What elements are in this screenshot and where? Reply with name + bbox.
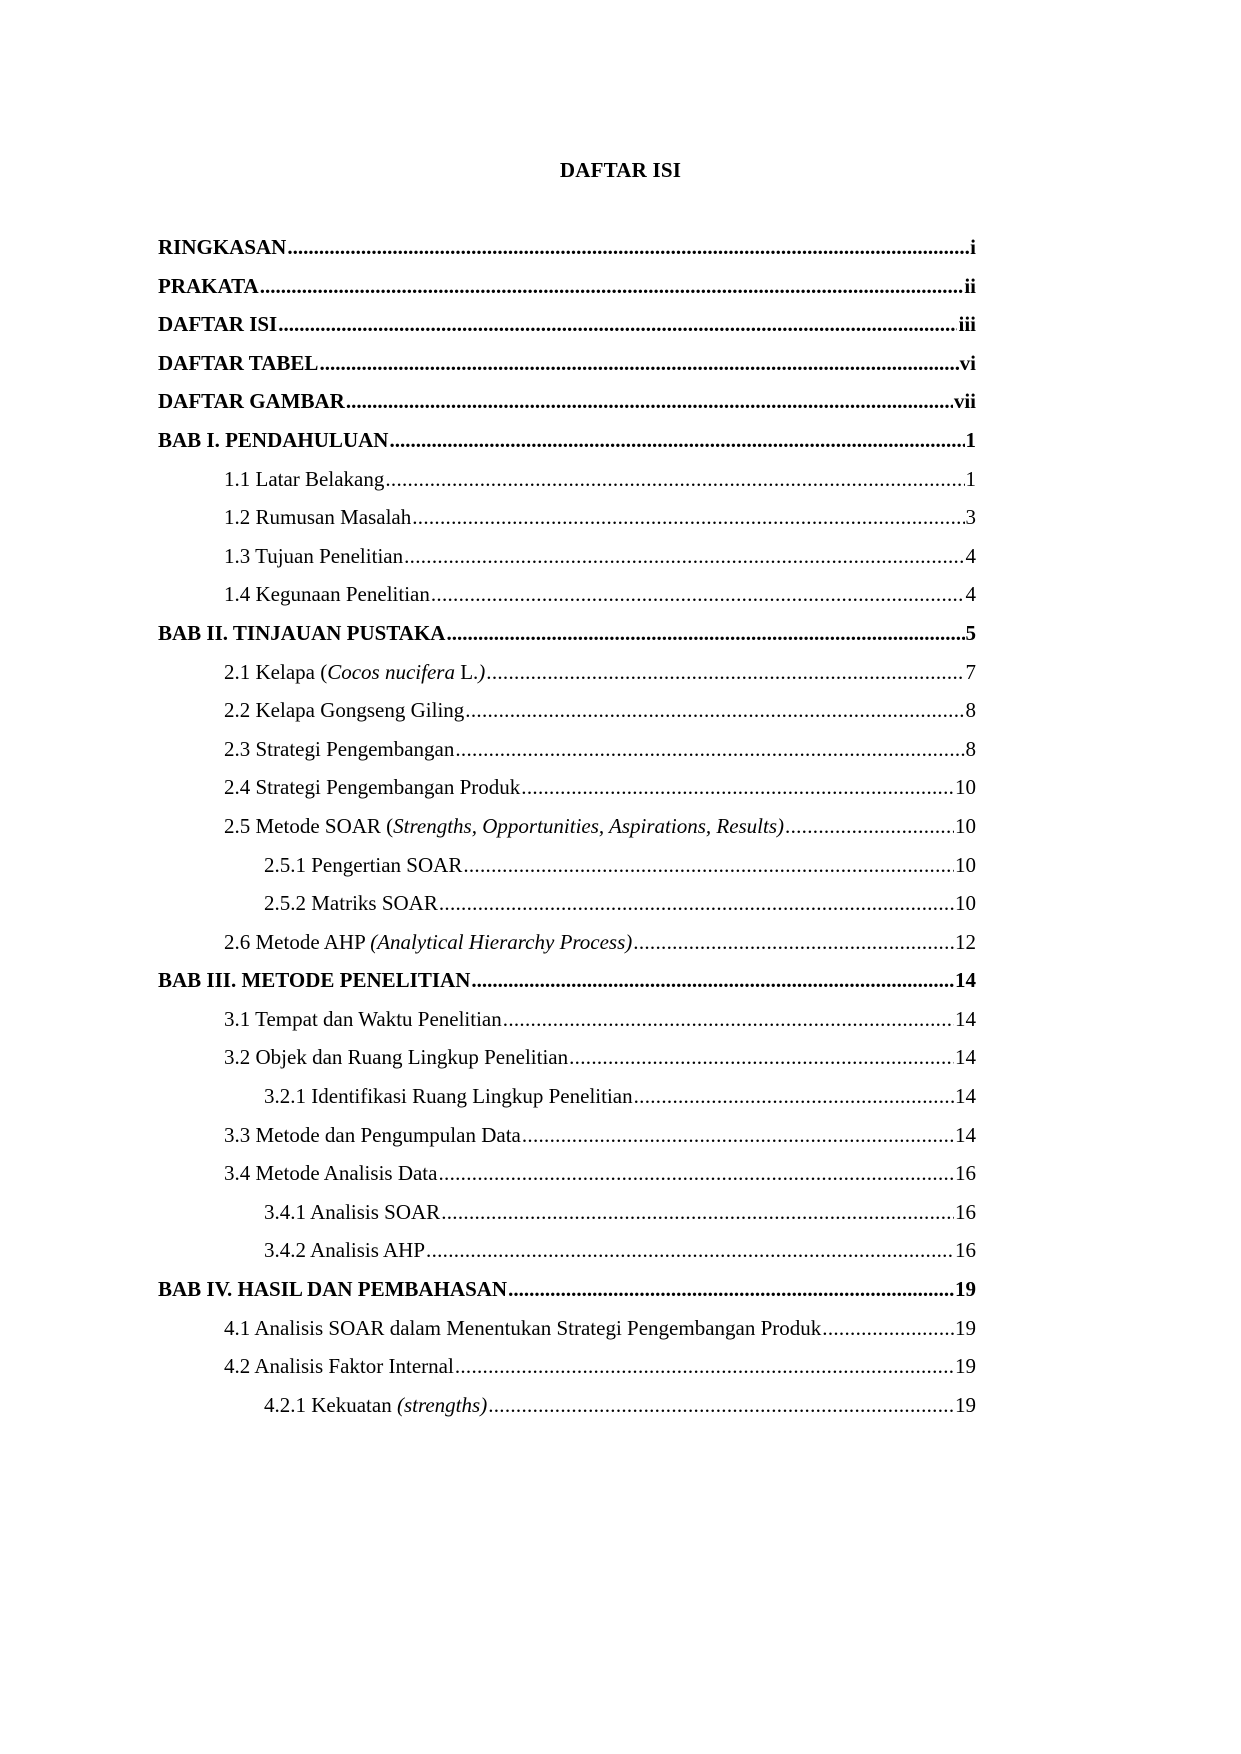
toc-entry-title [224, 502, 411, 532]
toc-entry-title-part: 3.2 Objek dan Ruang Lingkup Penelitian [224, 1045, 569, 1070]
dot-leader [463, 850, 954, 880]
toc-entry-level-3[interactable] [158, 850, 976, 889]
dot-leader [455, 1351, 954, 1381]
toc-entry-title [158, 965, 470, 995]
toc-entry-level-2[interactable] [158, 1004, 976, 1043]
toc-entry-title-italic-part: ) [478, 659, 486, 684]
toc-entry-title-part: BAB IV. HASIL DAN PEMBAHASAN [158, 1277, 508, 1302]
dot-leader [822, 1313, 954, 1343]
toc-entry-page-number: iii [958, 312, 976, 337]
dot-leader [319, 348, 958, 378]
dot-leader [438, 1158, 954, 1188]
toc-entry-page-number: 10 [955, 891, 976, 916]
toc-entry-title-part: 3.2.1 Identifikasi Ruang Lingkup Penelitian [264, 1084, 633, 1109]
toc-entry-page-number: 10 [955, 775, 976, 800]
toc-entry-page-number: 4 [965, 582, 976, 607]
toc-entry-title-part: 1.4 Kegunaan Penelitian [224, 582, 430, 607]
toc-entry-title [224, 541, 403, 571]
toc-entry-title [158, 348, 318, 378]
toc-entry-title-part: DAFTAR GAMBAR [158, 389, 345, 414]
dot-leader [426, 1235, 954, 1265]
dot-leader [785, 811, 954, 841]
toc-entry-title [224, 1120, 521, 1150]
toc-entry-title-part: BAB I. PENDAHULUAN [158, 427, 389, 452]
toc-entry-level-1[interactable] [158, 618, 976, 657]
toc-entry-title [224, 734, 454, 764]
toc-entry-title-part: 2.3 Strategi Pengembangan [224, 736, 455, 761]
toc-entry-title-part: 3.4.2 Analisis AHP [264, 1238, 426, 1263]
dot-leader [569, 1042, 954, 1072]
dot-leader [287, 232, 969, 262]
toc-entry-page-number: 1 [965, 466, 976, 491]
toc-entry-page-number: i [970, 235, 976, 259]
toc-entry-title-italic-part: (Analytical Hierarchy Process) [370, 929, 633, 954]
toc-entry-page-number: 5 [965, 620, 976, 645]
toc-entry-level-2[interactable] [158, 695, 976, 734]
dot-leader [465, 695, 964, 725]
toc-entry-level-1[interactable] [158, 1274, 976, 1313]
toc-entry-title-part: 4.1 Analisis SOAR dalam Menentukan Strategi Pengembangan Produk [224, 1315, 822, 1340]
toc-entry-page-number: 19 [955, 1277, 976, 1302]
toc-entry-title-italic-part: (strengths) [396, 1392, 488, 1417]
toc-entry-level-2[interactable] [158, 734, 976, 773]
toc-entry-title-part: 2.2 Kelapa Gongseng Giling [224, 698, 465, 723]
dot-leader [431, 579, 965, 609]
toc-entry-level-2[interactable] [158, 464, 976, 503]
toc-entry-title [158, 618, 445, 648]
toc-entry-page-number: 14 [955, 1084, 976, 1109]
toc-entry-level-2[interactable] [158, 502, 976, 541]
toc-entry-title [158, 386, 345, 416]
dot-leader [633, 927, 954, 957]
toc-entry-page-number: 8 [965, 736, 976, 761]
toc-entry-level-1[interactable] [158, 386, 976, 425]
toc-entry-page-number: 4 [965, 543, 976, 568]
table-of-contents [158, 232, 976, 1428]
dot-leader [441, 1197, 954, 1227]
toc-entry-title-italic-part: Cocos nucifera [327, 659, 455, 684]
toc-entry-page-number: ii [964, 273, 976, 298]
toc-entry-title [264, 1235, 425, 1265]
dot-leader [455, 734, 964, 764]
toc-entry-title [264, 1197, 440, 1227]
dot-leader [521, 772, 954, 802]
dot-leader [404, 541, 964, 571]
toc-entry-title [158, 271, 259, 301]
toc-entry-title [158, 1274, 507, 1304]
toc-entry-title [224, 1351, 454, 1381]
toc-entry-title-part: 4.2.1 Kekuatan [264, 1392, 397, 1417]
dot-leader [503, 1004, 954, 1034]
toc-entry-title [158, 232, 286, 262]
toc-entry-title [224, 464, 384, 494]
dot-leader [389, 425, 964, 455]
toc-entry-level-1[interactable] [158, 425, 976, 464]
toc-entry-title-part: 4.2 Analisis Faktor Internal [224, 1354, 454, 1379]
toc-entry-title-part: BAB II. TINJAUAN PUSTAKA [158, 620, 446, 645]
toc-entry-title-part: RINGKASAN [158, 235, 287, 259]
toc-entry-title [264, 1081, 633, 1111]
toc-entry-title-part: 1.2 Rumusan Masalah [224, 505, 412, 530]
dot-leader [486, 657, 964, 687]
toc-entry-level-1[interactable] [158, 309, 976, 348]
toc-entry-title [224, 579, 430, 609]
dot-leader [385, 464, 964, 494]
toc-entry-title [224, 772, 520, 802]
dot-leader [488, 1390, 954, 1420]
toc-entry-title-part: 2.6 Metode AHP [224, 929, 371, 954]
toc-entry-level-1[interactable] [158, 965, 976, 1004]
toc-entry-title-italic-part: Strengths, Opportunities, Aspirations, Results) [393, 813, 785, 838]
toc-entry-title [224, 657, 485, 687]
toc-entry-level-2[interactable] [158, 541, 976, 580]
dot-leader [412, 502, 964, 532]
toc-entry-page-number: 7 [965, 659, 976, 684]
toc-entry-level-1[interactable] [158, 348, 976, 387]
dot-leader [278, 309, 957, 339]
toc-entry-title [224, 1313, 821, 1343]
toc-entry-title [224, 1004, 502, 1034]
toc-entry-page-number: 12 [955, 929, 976, 954]
toc-entry-page-number: 14 [955, 1045, 976, 1070]
toc-entry-title [264, 888, 438, 918]
toc-entry-title-part: 3.1 Tempat dan Waktu Penelitian [224, 1006, 502, 1031]
toc-entry-title [264, 850, 462, 880]
toc-entry-level-2[interactable] [158, 579, 976, 618]
toc-entry-level-2[interactable] [158, 772, 976, 811]
dot-leader [471, 965, 954, 995]
toc-entry-page-number: 19 [955, 1315, 976, 1340]
toc-entry-title-part: 3.4.1 Analisis SOAR [264, 1199, 441, 1224]
toc-entry-title-part: 2.5.2 Matriks SOAR [264, 891, 438, 916]
toc-entry-level-3[interactable] [158, 1390, 976, 1429]
toc-entry-title-part: 2.1 Kelapa ( [224, 659, 328, 684]
toc-entry-level-3[interactable] [158, 888, 976, 927]
toc-entry-title [224, 1042, 568, 1072]
toc-entry-level-2[interactable] [158, 1158, 976, 1197]
toc-entry-title-part: 3.3 Metode dan Pengumpulan Data [224, 1122, 521, 1147]
toc-entry-level-3[interactable] [158, 1235, 976, 1274]
toc-entry-title-part: 3.4 Metode Analisis Data [224, 1161, 438, 1186]
toc-entry-title [224, 695, 464, 725]
toc-entry-title-part: 2.5 Metode SOAR ( [224, 813, 394, 838]
toc-entry-page-number: 10 [955, 813, 976, 838]
toc-entry-page-number: 14 [955, 1006, 976, 1031]
toc-entry-title [158, 309, 277, 339]
page-title: DAFTAR ISI [559, 158, 682, 182]
toc-entry-title [224, 927, 632, 957]
toc-entry-title [224, 811, 784, 841]
toc-entry-title-part: DAFTAR TABEL [158, 350, 319, 375]
toc-entry-level-2[interactable] [158, 1042, 976, 1081]
dot-leader [446, 618, 964, 648]
toc-entry-level-3[interactable] [158, 1081, 976, 1120]
toc-entry-level-2[interactable] [158, 927, 976, 966]
toc-entry-page-number: 14 [955, 968, 976, 993]
toc-entry-title-part: 1.1 Latar Belakang [224, 466, 385, 491]
toc-entry-title-part: 1.3 Tujuan Penelitian [224, 543, 404, 568]
toc-entry-level-2[interactable] [158, 657, 976, 696]
toc-entry-level-2[interactable] [158, 1351, 976, 1390]
toc-entry-page-number: 16 [955, 1161, 976, 1186]
dot-leader [634, 1081, 954, 1111]
toc-entry-page-number: vi [959, 350, 976, 375]
toc-entry-title-part: PRAKATA [158, 273, 259, 298]
toc-entry-title [224, 1158, 437, 1188]
toc-entry-page-number: 8 [965, 698, 976, 723]
toc-entry-page-number: 19 [955, 1354, 976, 1379]
toc-entry-page-number: 14 [955, 1122, 976, 1147]
toc-entry-title-part: DAFTAR ISI [158, 312, 278, 337]
toc-entry-page-number: 1 [965, 427, 976, 452]
toc-entry-title-part: 2.5.1 Pengertian SOAR [264, 852, 463, 877]
toc-entry-title-part: L. [454, 659, 479, 684]
toc-entry-title [264, 1390, 487, 1420]
toc-entry-title-part: 2.4 Strategi Pengembangan Produk [224, 775, 521, 800]
toc-entry-level-2[interactable] [158, 1313, 976, 1352]
toc-entry-title [158, 425, 388, 455]
toc-entry-page-number: vii [953, 389, 976, 414]
toc-entry-level-2[interactable] [158, 811, 976, 850]
dot-leader [508, 1274, 954, 1304]
dot-leader [522, 1120, 954, 1150]
toc-entry-level-1[interactable] [158, 271, 976, 310]
toc-entry-level-3[interactable] [158, 1197, 976, 1236]
toc-entry-page-number: 3 [965, 505, 976, 530]
toc-entry-page-number: 16 [955, 1199, 976, 1224]
toc-entry-level-2[interactable] [158, 1120, 976, 1159]
toc-entry-page-number: 19 [955, 1392, 976, 1417]
dot-leader [346, 386, 953, 416]
dot-leader [260, 271, 964, 301]
toc-entry-title-part: BAB III. METODE PENELITIAN [158, 968, 471, 993]
dot-leader [439, 888, 954, 918]
toc-entry-page-number: 16 [955, 1238, 976, 1263]
toc-entry-level-1[interactable] [158, 232, 976, 271]
toc-entry-page-number: 10 [955, 852, 976, 877]
